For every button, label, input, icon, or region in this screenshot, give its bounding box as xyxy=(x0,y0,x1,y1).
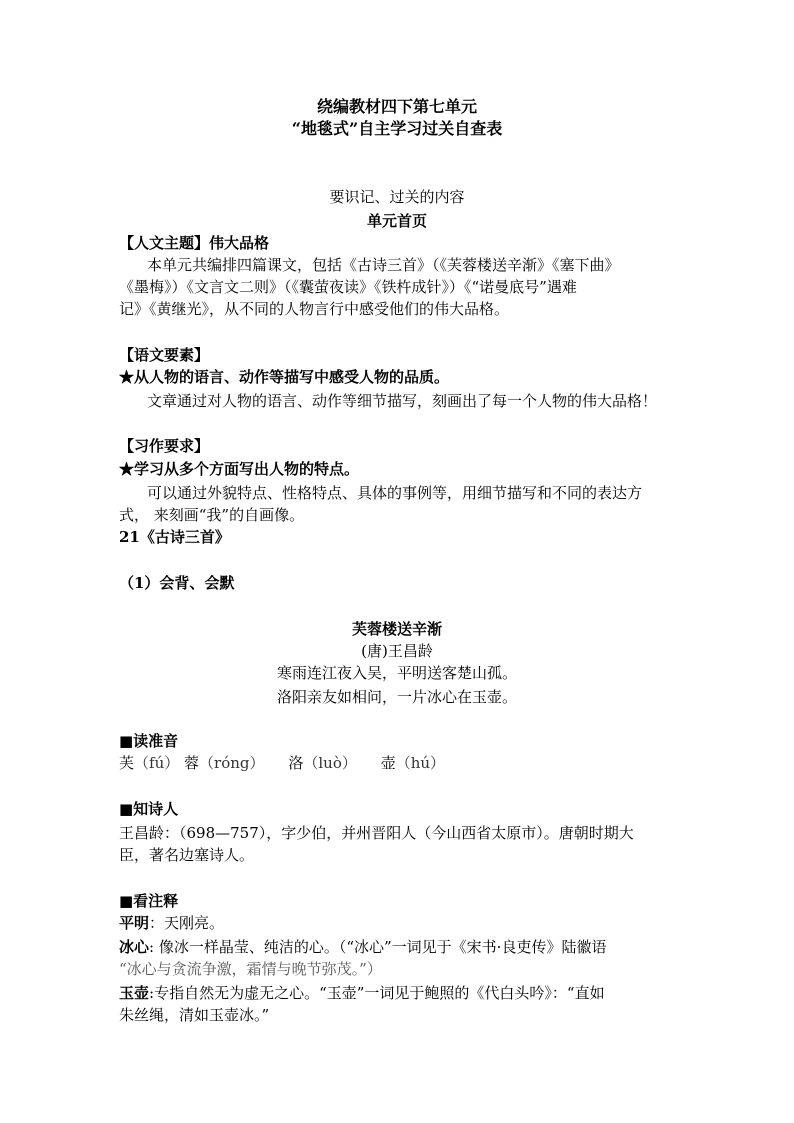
note-term: 冰心 xyxy=(119,938,150,956)
theme-para-line2: 《墨梅》）《文言文二则》（《囊萤夜读》《铁杵成针》）《“诺曼底号”遇难 xyxy=(119,278,577,296)
note-text: :专指自然无为虚无之心。“玉壶”一词见于鲍照的《代白头吟》：“直如 xyxy=(149,984,605,1002)
document-subtitle: 要识记、过关的内容 xyxy=(329,188,465,206)
poem-line1: 寒雨连江夜入吴，平明送客楚山孤。 xyxy=(276,664,517,682)
poem-title: 芙蓉楼送辛渐 xyxy=(351,620,442,638)
notes-label: ■看注释 xyxy=(119,892,179,910)
poet-label: ■知诗人 xyxy=(119,800,179,818)
pron-pinyin: （luò） xyxy=(303,754,357,772)
pron-pinyin: （hú） xyxy=(395,754,446,772)
pronunciation-label: ■读准音 xyxy=(119,732,179,750)
poem-author: (唐)王昌龄 xyxy=(361,642,433,660)
poet-line1: 王昌龄：（698—757），字少伯，并州晋阳人（今山西省太原市）。唐朝时期大 xyxy=(119,824,634,842)
pron-char: 芙 xyxy=(119,754,135,772)
note-term: 平明 xyxy=(119,914,150,932)
pron-pinyin: （fú） xyxy=(134,754,180,772)
lesson-task: （1）会背、会默 xyxy=(119,574,235,592)
pron-pinyin: （róng） xyxy=(199,754,265,772)
note-1 xyxy=(119,912,224,934)
language-label: 【语文要素】 xyxy=(119,346,210,364)
writing-label: 【习作要求】 xyxy=(119,437,210,455)
pronunciation-list xyxy=(119,752,445,774)
pron-char: 壶 xyxy=(380,754,396,772)
section-title: 单元首页 xyxy=(366,212,427,230)
language-point: ★从人物的语言、动作等描写中感受人物的品质。 xyxy=(119,368,450,386)
note-3-continued: 朱丝绳，清如玉壶冰。” xyxy=(119,1006,270,1024)
note-2-continued: “冰心与贪流争激，霜情与晚节弥茂。”） xyxy=(119,960,382,978)
theme-para-line1: 本单元共编排四篇课文，包括《古诗三首》（《芙蓉楼送辛渐》《塞下曲》 xyxy=(147,256,620,274)
writing-para-line2: 式， 来刻画“我”的自画像。 xyxy=(119,506,305,524)
language-para: 文章通过对人物的语言、动作等细节描写，刻画出了每一个人物的伟大品格！ xyxy=(147,392,658,410)
writing-para-line1: 可以通过外貌特点、性格特点、具体的事例等，用细节描写和不同的表达方 xyxy=(147,484,643,502)
poet-line2: 臣，著名边塞诗人。 xyxy=(119,846,255,864)
note-3 xyxy=(119,982,605,1004)
note-text: ：天刚亮。 xyxy=(149,914,225,932)
note-2 xyxy=(119,936,606,958)
pron-char: 洛 xyxy=(288,754,304,772)
lesson-title: 21《古诗三首》 xyxy=(119,528,230,546)
theme-para-line3: 记》《黄继光》，从不同的人物言行中感受他们的伟大品格。 xyxy=(119,300,510,318)
document-title-line1: 绕编教材四下第七单元 xyxy=(316,97,477,116)
theme-label: 【人文主题】伟大品格 xyxy=(119,234,270,252)
pron-char: 蓉 xyxy=(184,754,200,772)
note-term: 玉壶 xyxy=(119,984,150,1002)
writing-point: ★学习从多个方面写出人物的特点。 xyxy=(119,460,360,478)
note-text: : 像冰一样晶莹、纯洁的心。（“冰心”一词见于《宋书·良吏传》陆徽语 xyxy=(149,938,607,956)
poem-line2: 洛阳亲友如相问，一片冰心在玉壶。 xyxy=(276,688,517,706)
document-title-line2: “地毯式”自主学习过关自查表 xyxy=(291,119,503,138)
